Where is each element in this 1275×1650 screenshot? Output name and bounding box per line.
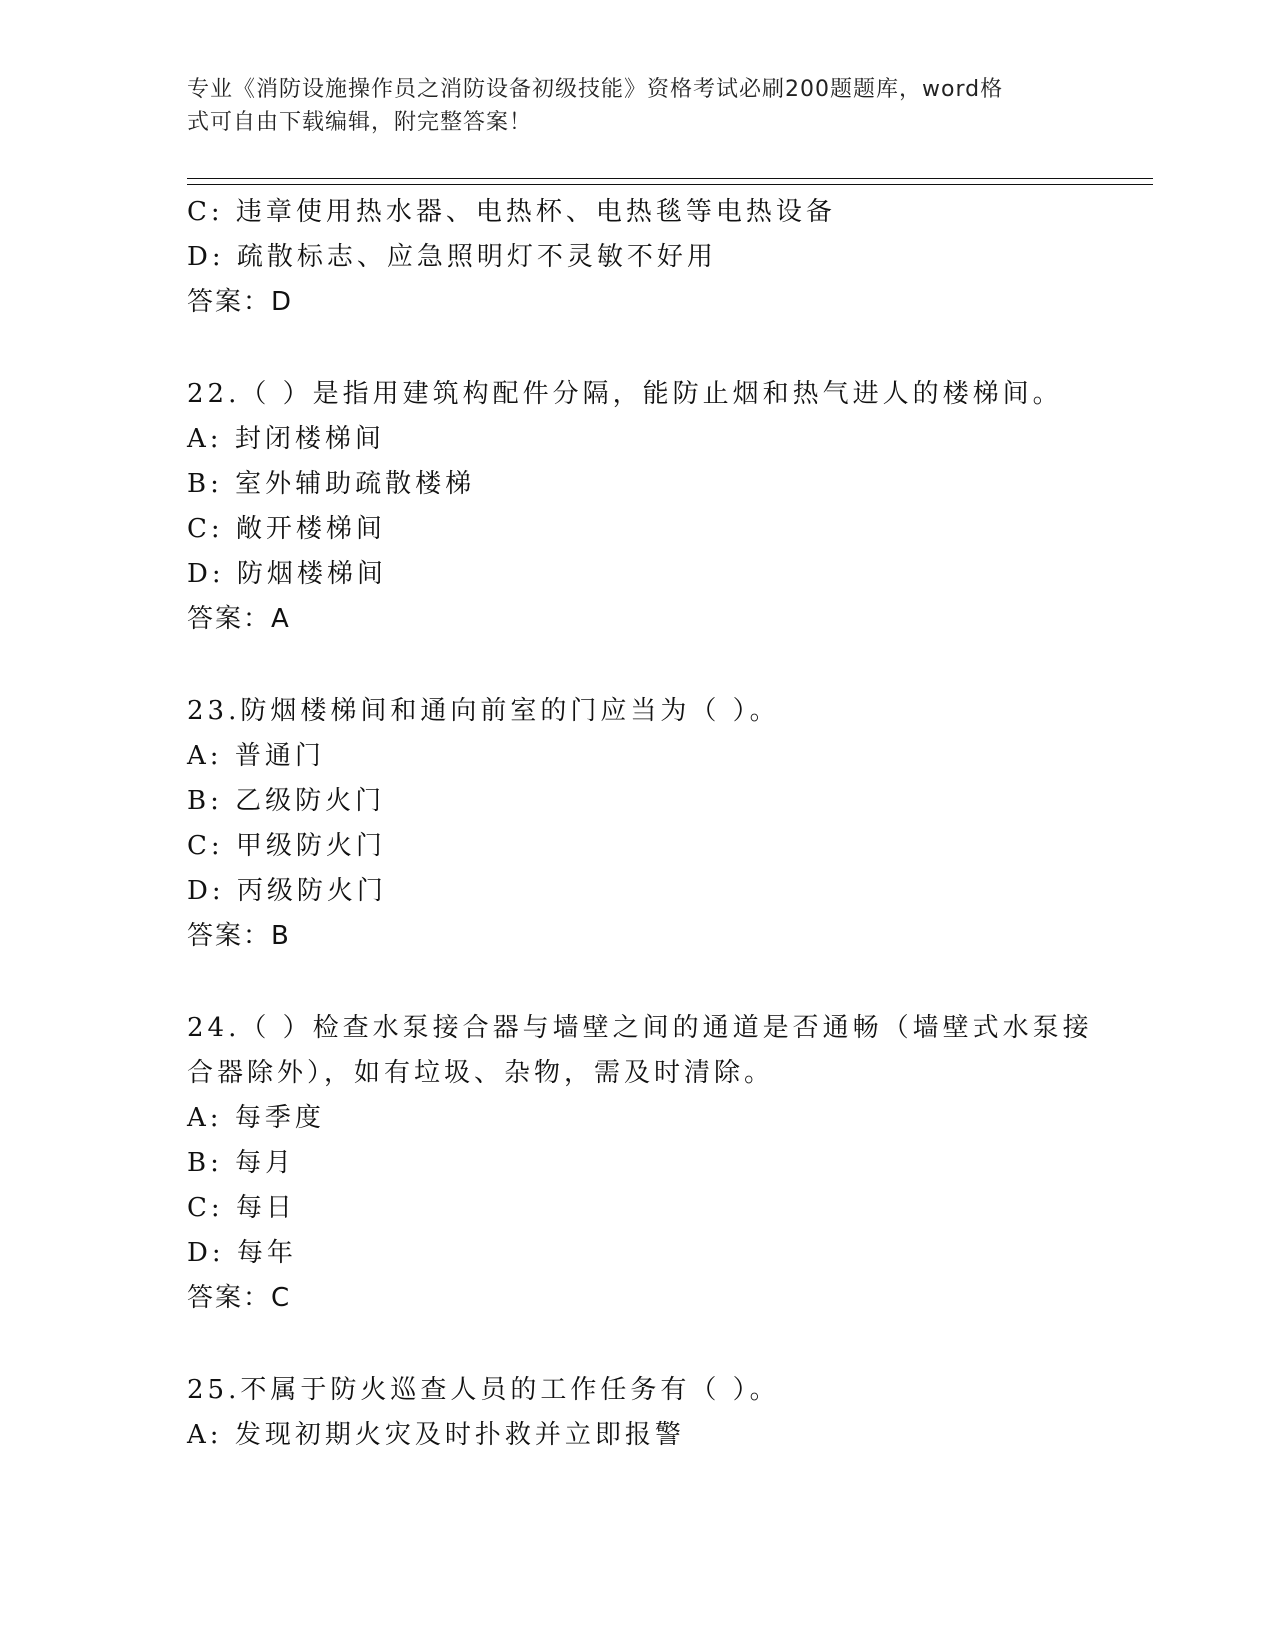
question-25 — [187, 1368, 1147, 1458]
option-text: 丙级防火门 — [236, 876, 387, 906]
option-label: C: — [187, 831, 224, 861]
option-d — [187, 1231, 1147, 1276]
option-text: 每季度 — [234, 1103, 325, 1133]
question-stem: 23.防烟楼梯间和通向前室的门应当为（ ）。 — [187, 696, 780, 726]
option-c — [187, 1186, 1147, 1231]
option-text: 每年 — [236, 1238, 297, 1268]
option-text: 敞开楼梯间 — [235, 514, 386, 544]
option-label: C: — [187, 197, 224, 227]
option-text: 封闭楼梯间 — [234, 424, 385, 454]
document-header — [187, 73, 1067, 139]
option-label: A: — [187, 741, 223, 771]
header-divider-bottom — [187, 184, 1153, 185]
option-label: B: — [187, 786, 223, 816]
answer: 答案：A — [187, 604, 291, 634]
option-text: 甲级防火门 — [235, 831, 386, 861]
option-text: 室外辅助疏散楼梯 — [235, 469, 476, 499]
option-c — [187, 507, 1147, 552]
question-list — [187, 190, 1147, 1458]
option-label: D: — [187, 559, 225, 589]
question-stem-line-2: 合器除外），如有垃圾、杂物，需及时清除。 — [187, 1058, 775, 1088]
option-text: 普通门 — [234, 741, 325, 771]
header-divider-top — [187, 178, 1153, 179]
option-b — [187, 779, 1147, 824]
option-text: 违章使用热水器、电热杯、电热毯等电热设备 — [235, 197, 836, 227]
option-text: 发现初期火灾及时扑救并立即报警 — [234, 1420, 685, 1450]
option-text: 每月 — [235, 1148, 296, 1178]
option-label: D: — [187, 876, 225, 906]
option-c — [187, 824, 1147, 869]
question-22 — [187, 372, 1147, 642]
option-a — [187, 734, 1147, 779]
header-line-2: 式可自由下载编辑，附完整答案！ — [187, 110, 533, 135]
answer: 答案：B — [187, 921, 291, 951]
question-21-continued — [187, 190, 1147, 325]
option-text: 防烟楼梯间 — [236, 559, 387, 589]
option-label: A: — [187, 1103, 223, 1133]
option-d — [187, 552, 1147, 597]
question-23 — [187, 689, 1147, 959]
question-stem: 22.（ ）是指用建筑构配件分隔，能防止烟和热气进人的楼梯间。 — [187, 379, 1063, 409]
answer: 答案：C — [187, 1283, 292, 1313]
option-b — [187, 1141, 1147, 1186]
option-label: C: — [187, 514, 224, 544]
option-label: B: — [187, 469, 223, 499]
option-label: D: — [187, 1238, 225, 1268]
option-text: 每日 — [235, 1193, 296, 1223]
option-text: 乙级防火门 — [235, 786, 386, 816]
option-c — [187, 190, 1147, 235]
option-text: 疏散标志、应急照明灯不灵敏不好用 — [236, 242, 717, 272]
option-a — [187, 1413, 1147, 1458]
option-a — [187, 417, 1147, 462]
option-a — [187, 1096, 1147, 1141]
option-label: C: — [187, 1193, 224, 1223]
option-d — [187, 235, 1147, 280]
option-label: B: — [187, 1148, 223, 1178]
option-label: D: — [187, 242, 225, 272]
question-stem: 25.不属于防火巡查人员的工作任务有（ ）。 — [187, 1375, 780, 1405]
option-b — [187, 462, 1147, 507]
question-24 — [187, 1006, 1147, 1321]
header-line-1: 专业《消防设施操作员之消防设备初级技能》资格考试必刷200题题库，word格 — [187, 77, 1004, 102]
question-stem-line-1: 24.（ ）检查水泵接合器与墙壁之间的通道是否通畅（墙壁式水泵接 — [187, 1013, 1093, 1043]
option-label: A: — [187, 1420, 223, 1450]
option-label: A: — [187, 424, 223, 454]
option-d — [187, 869, 1147, 914]
answer: 答案：D — [187, 287, 294, 317]
